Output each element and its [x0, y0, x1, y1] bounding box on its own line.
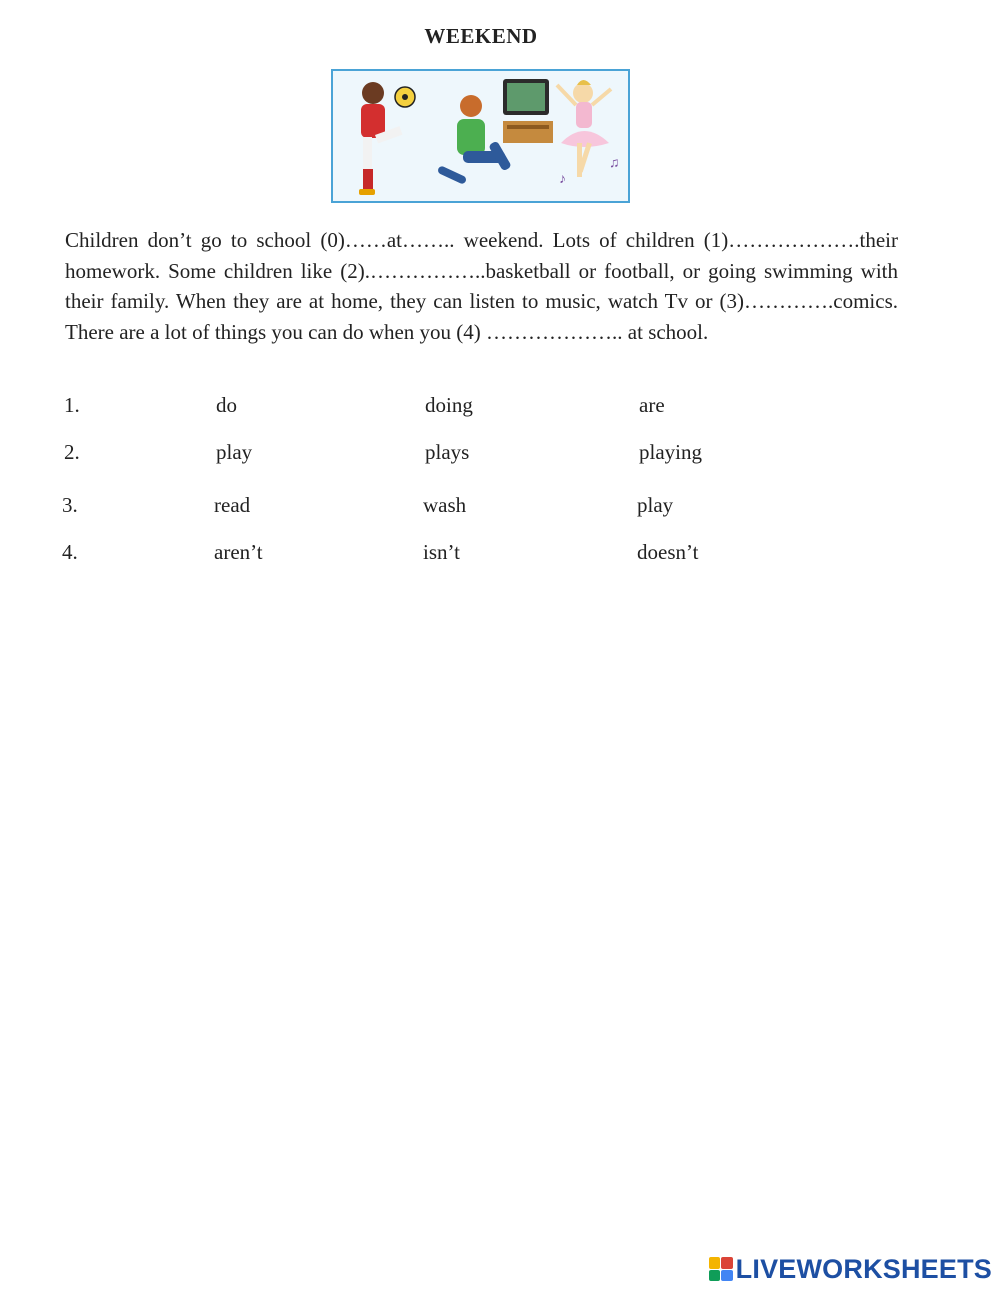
option-row-1 — [0, 393, 1000, 423]
option-choice-b[interactable]: isn’t — [423, 540, 460, 564]
tv-figure — [503, 79, 553, 143]
option-row-4 — [0, 540, 1000, 570]
option-choice-c[interactable]: playing — [639, 440, 702, 464]
worksheet-title: WEEKEND — [424, 24, 538, 48]
option-number: 1. — [64, 393, 80, 417]
option-row-3 — [0, 493, 1000, 523]
dancing-girl-figure — [557, 80, 620, 187]
option-choice-a[interactable]: aren’t — [214, 540, 263, 564]
option-choice-c[interactable]: play — [637, 493, 674, 517]
option-choice-b[interactable]: doing — [425, 393, 473, 417]
option-choice-b[interactable]: plays — [425, 440, 470, 464]
svg-text:♫: ♫ — [609, 156, 620, 171]
option-choice-c[interactable]: doesn’t — [637, 540, 699, 564]
option-row-2 — [0, 440, 1000, 470]
passage-text: Children don’t go to school (0)……at…….. weekend. Lots of children (1)……………….their homework. Some children like (2).……………..basketball or football, or going swimming with their family. When they are at home, they can listen to music, watch Tv or (3)………….comics. There are a lot of things you can do when you (4) ……………….. at school. — [65, 228, 898, 344]
option-choice-a[interactable]: do — [216, 393, 237, 417]
liveworksheets-brand[interactable] — [709, 1254, 992, 1284]
football-boy-figure — [359, 82, 415, 195]
liveworksheets-logo-icon — [709, 1257, 733, 1281]
option-choice-c[interactable]: are — [639, 393, 665, 417]
svg-text:♪: ♪ — [559, 172, 566, 187]
option-number: 3. — [62, 493, 78, 517]
option-number: 4. — [62, 540, 78, 564]
brand-wordmark: LIVEWORKSHEETS — [735, 1253, 992, 1284]
option-number: 2. — [64, 440, 80, 464]
kids-weekend-illustration — [331, 69, 630, 203]
sitting-boy-figure — [437, 95, 512, 185]
option-choice-a[interactable]: play — [216, 440, 253, 464]
option-choice-a[interactable]: read — [214, 493, 251, 517]
option-choice-b[interactable]: wash — [423, 493, 467, 517]
